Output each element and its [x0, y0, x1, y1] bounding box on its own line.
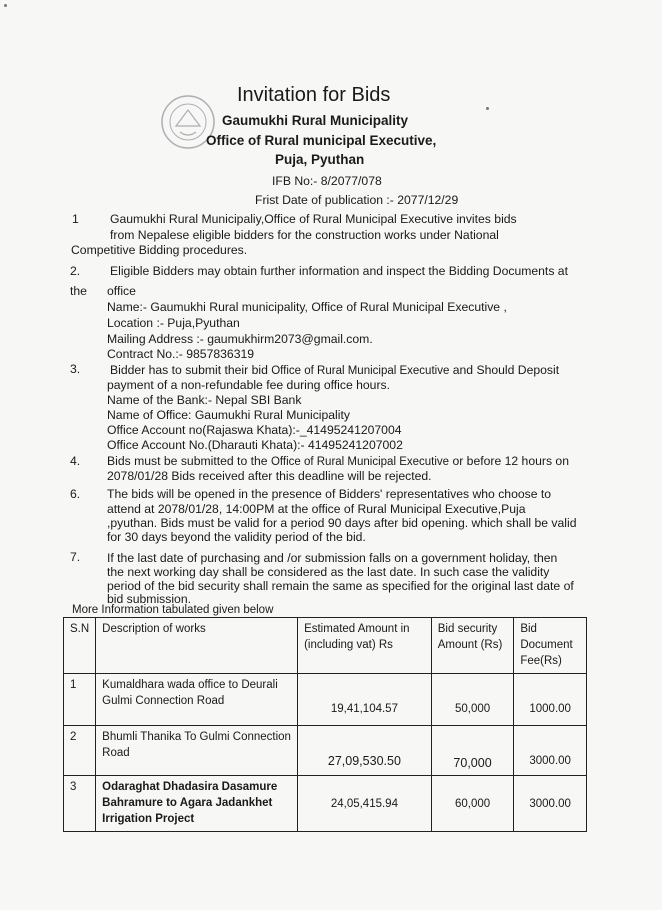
item-text: Location :- Puja,Pyuthan: [107, 316, 240, 330]
municipality-name: Gaumukhi Rural Municipality: [222, 113, 409, 128]
cell-description: Odaraghat Dhadasira Dasamure Bahramure to Agara Jadankhet Irrigation Project: [96, 776, 298, 832]
item-text: period of the bid security shall remain the same as specified for the original last date of: [107, 579, 574, 593]
cell-document-fee: 3000.00: [514, 726, 587, 776]
item-text: Gaumukhi Rural Municipaliy,Office of Rural Municipal Executive invites bids: [110, 212, 517, 226]
item-text: Name:- Gaumukhi Rural municipality, Office of Rural Municipal Executive ,: [107, 300, 507, 314]
publication-date: Frist Date of publication :- 2077/12/29: [255, 193, 459, 207]
ifb-number: IFB No:- 8/2077/078: [272, 174, 382, 188]
cell-bid-security: 50,000: [431, 674, 514, 726]
more-info-caption: More Information tabulated given below: [72, 604, 274, 616]
cell-bid-security: 70,000: [431, 726, 514, 776]
scan-speck: [4, 4, 7, 7]
item-text: Name of Office: Gaumukhi Rural Municipality: [107, 408, 350, 422]
item-number: 2.: [70, 264, 81, 278]
item-number: 1: [72, 212, 79, 226]
cell-sn: 3: [64, 776, 96, 832]
item-text: If the last date of purchasing and /or submission falls on a government holiday, then: [107, 551, 558, 565]
cell-description: Kumaldhara wada office to Deurali Gulmi Connection Road: [96, 674, 298, 726]
header-sn: S.N: [64, 618, 96, 674]
table-row: [64, 776, 587, 832]
item-text: Office Account no(Rajaswa Khata):-_41495241207004: [107, 423, 402, 437]
item-text: The bids will be opened in the presence of Bidders' representatives who choose to: [107, 487, 552, 501]
item-text: 2078/01/28 Bids received after this deadline will be rejected.: [107, 469, 432, 483]
office-location: Puja, Pyuthan: [275, 152, 365, 167]
cell-sn: 1: [64, 674, 96, 726]
item-text: Name of the Bank:- Nepal SBI Bank: [107, 393, 302, 407]
header-description: Description of works: [96, 618, 298, 674]
item-text: payment of a non-refundable fee during office hours.: [107, 378, 390, 392]
cell-estimated-amount: 24,05,415.94: [298, 776, 432, 832]
cell-document-fee: 1000.00: [514, 674, 587, 726]
item-text: office: [107, 284, 136, 298]
item-text: the next working day shall be considered as the last date. In such case the validity: [107, 565, 550, 579]
item-text: attend at 2078/01/28, 14:00PM at the office of Rural Municipal Executive,Puja: [107, 502, 526, 516]
item-text: for 30 days beyond the validity period of the bid.: [107, 530, 366, 544]
item-text: ,pyuthan. Bids must be valid for a period 90 days after bid opening. which shall be valid: [107, 516, 577, 530]
cell-document-fee: 3000.00: [514, 776, 587, 832]
bid-details-table: [63, 617, 587, 832]
item-text: bid submission.: [107, 592, 191, 606]
cell-bid-security: 60,000: [431, 776, 514, 832]
item-number: 3.: [70, 362, 81, 376]
table-row: [64, 674, 587, 726]
table-header-row: [64, 618, 587, 674]
cell-description: Bhumli Thanika To Gulmi Connection Road: [96, 726, 298, 776]
item-text: from Nepalese eligible bidders for the construction works under National: [110, 228, 499, 242]
item-text: Office Account No.(Dharauti Khata):- 41495241207002: [107, 438, 403, 452]
header-document-fee: Bid Document Fee(Rs): [514, 618, 587, 674]
header-estimated-amount: Estimated Amount in (including vat) Rs: [298, 618, 432, 674]
item-text: Mailing Address :- gaumukhirm2073@gmail.com.: [107, 332, 373, 346]
item-text: Bidder has to submit their bid Office of Rural Municipal Executive and Should Deposit: [110, 363, 560, 377]
document-title: Invitation for Bids: [237, 84, 391, 106]
cell-estimated-amount: 19,41,104.57: [298, 674, 432, 726]
cell-estimated-amount: 27,09,530.50: [298, 726, 432, 776]
table-row: [64, 726, 587, 776]
item-text: Bids must be submitted to the Office of Rural Municipal Executive or before 12 hours on: [107, 454, 569, 468]
item-text: Eligible Bidders may obtain further information and inspect the Bidding Documents at: [110, 264, 568, 278]
cell-sn: 2: [64, 726, 96, 776]
item-text: the: [70, 284, 87, 298]
item-text: Competitive Bidding procedures.: [71, 243, 248, 257]
item-number: 6.: [70, 487, 81, 501]
office-name: Office of Rural municipal Executive,: [206, 133, 437, 148]
item-text: Contract No.:- 9857836319: [107, 347, 255, 361]
header-bid-security: Bid security Amount (Rs): [431, 618, 514, 674]
item-number: 7.: [70, 550, 81, 564]
scan-speck: [486, 107, 489, 110]
item-number: 4.: [70, 454, 81, 468]
